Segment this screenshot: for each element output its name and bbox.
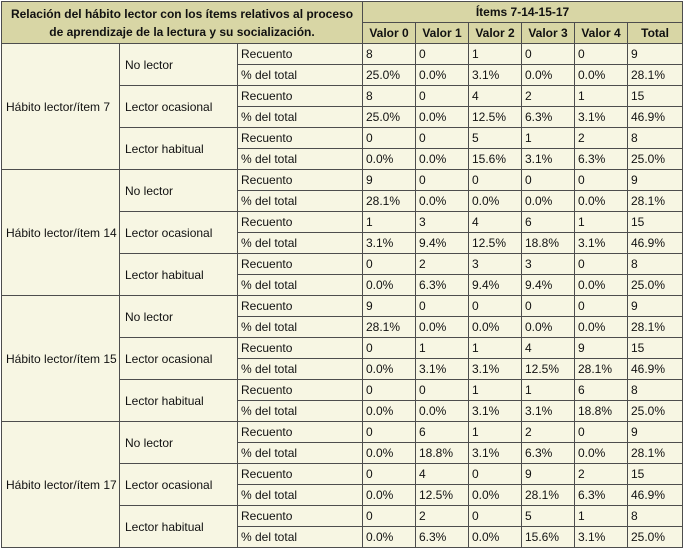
table-cell: 5 [469, 128, 522, 149]
recuento-label: Recuento [238, 506, 363, 527]
table-cell: 6.3% [575, 485, 628, 506]
table-cell: 0 [469, 506, 522, 527]
table-cell: 4 [416, 464, 469, 485]
table-cell: 0 [363, 254, 416, 275]
table-cell: 0 [416, 128, 469, 149]
table-cell: 2 [416, 506, 469, 527]
table-cell: 18.8% [575, 401, 628, 422]
table-cell: 3.1% [469, 65, 522, 86]
recuento-label: Recuento [238, 212, 363, 233]
table-cell: 8 [363, 86, 416, 107]
table-cell: 0 [416, 170, 469, 191]
table-cell: 0.0% [363, 359, 416, 380]
group-label: Hábito lector/ítem 7 [2, 44, 120, 170]
category-label: No lector [120, 44, 238, 86]
table-cell: 0 [575, 170, 628, 191]
table-cell: 5 [522, 506, 575, 527]
recuento-label: Recuento [238, 170, 363, 191]
table-cell: 8 [363, 44, 416, 65]
table-cell: 8 [628, 506, 683, 527]
table-cell: 9 [628, 170, 683, 191]
group-label: Hábito lector/ítem 17 [2, 422, 120, 548]
table-cell: 1 [469, 422, 522, 443]
table-cell: 2 [416, 254, 469, 275]
table-cell: 0.0% [522, 317, 575, 338]
table-cell: 6.3% [416, 527, 469, 548]
table-cell: 9.4% [416, 233, 469, 254]
table-cell: 8 [628, 380, 683, 401]
table-cell: 2 [575, 128, 628, 149]
table-cell: 3 [522, 254, 575, 275]
table-cell: 0.0% [416, 149, 469, 170]
table-cell: 1 [575, 506, 628, 527]
recuento-label: Recuento [238, 296, 363, 317]
table-cell: 0.0% [469, 191, 522, 212]
table-cell: 28.1% [363, 317, 416, 338]
table-cell: 1 [416, 338, 469, 359]
table-cell: 28.1% [522, 485, 575, 506]
table-cell: 12.5% [522, 359, 575, 380]
table-cell: 3.1% [522, 401, 575, 422]
table-cell: 3.1% [469, 401, 522, 422]
table-cell: 3.1% [575, 527, 628, 548]
table-cell: 1 [363, 212, 416, 233]
percent-label: % del total [238, 65, 363, 86]
table-cell: 15 [628, 464, 683, 485]
table-cell: 0.0% [469, 317, 522, 338]
recuento-label: Recuento [238, 44, 363, 65]
table-cell: 4 [469, 212, 522, 233]
table-cell: 0 [522, 170, 575, 191]
table-cell: 0.0% [416, 317, 469, 338]
table-cell: 6.3% [575, 149, 628, 170]
recuento-label: Recuento [238, 338, 363, 359]
table-cell: 2 [522, 86, 575, 107]
recuento-label: Recuento [238, 464, 363, 485]
table-cell: 28.1% [628, 191, 683, 212]
column-header: Valor 3 [522, 23, 575, 44]
table-cell: 0 [469, 170, 522, 191]
table-cell: 9 [363, 296, 416, 317]
table-cell: 4 [469, 86, 522, 107]
table-row [2, 296, 683, 317]
recuento-label: Recuento [238, 254, 363, 275]
table-cell: 9 [628, 422, 683, 443]
table-cell: 1 [469, 380, 522, 401]
table-cell: 3.1% [575, 107, 628, 128]
percent-label: % del total [238, 359, 363, 380]
table-cell: 0.0% [575, 191, 628, 212]
table-cell: 0.0% [469, 527, 522, 548]
percent-label: % del total [238, 149, 363, 170]
table-cell: 0.0% [363, 401, 416, 422]
group-label: Hábito lector/ítem 15 [2, 296, 120, 422]
table-cell: 6.3% [522, 443, 575, 464]
table-cell: 9 [575, 338, 628, 359]
table-cell: 1 [575, 212, 628, 233]
table-cell: 46.9% [628, 359, 683, 380]
table-cell: 0 [522, 296, 575, 317]
table-cell: 0 [363, 422, 416, 443]
table-cell: 9 [628, 44, 683, 65]
table-cell: 0.0% [469, 485, 522, 506]
table-title: Relación del hábito lector con los ítems relativos al proceso de aprendizaje de la lectura y su socialización. [2, 2, 363, 44]
table-cell: 0.0% [416, 401, 469, 422]
table-cell: 46.9% [628, 233, 683, 254]
table-row [2, 170, 683, 191]
category-label: Lector habitual [120, 254, 238, 296]
column-header: Total [628, 23, 683, 44]
table-cell: 0 [575, 44, 628, 65]
category-label: Lector ocasional [120, 338, 238, 380]
group-label: Hábito lector/ítem 14 [2, 170, 120, 296]
table-cell: 0.0% [522, 65, 575, 86]
category-label: Lector ocasional [120, 212, 238, 254]
table-cell: 3 [416, 212, 469, 233]
table-cell: 6 [416, 422, 469, 443]
percent-label: % del total [238, 527, 363, 548]
table-cell: 25.0% [628, 527, 683, 548]
table-cell: 9 [363, 170, 416, 191]
table-cell: 15.6% [522, 527, 575, 548]
table-cell: 28.1% [363, 191, 416, 212]
table-body [2, 44, 683, 548]
recuento-label: Recuento [238, 128, 363, 149]
table-cell: 0 [469, 464, 522, 485]
column-header: Valor 0 [363, 23, 416, 44]
table-cell: 6 [522, 212, 575, 233]
table-cell: 0.0% [416, 107, 469, 128]
table-cell: 15.6% [469, 149, 522, 170]
category-label: Lector habitual [120, 380, 238, 422]
recuento-label: Recuento [238, 86, 363, 107]
table-cell: 18.8% [416, 443, 469, 464]
table-cell: 0 [363, 128, 416, 149]
table-cell: 0.0% [522, 191, 575, 212]
table-cell: 25.0% [363, 107, 416, 128]
table-cell: 1 [522, 380, 575, 401]
table-cell: 0 [469, 296, 522, 317]
table-cell: 28.1% [628, 443, 683, 464]
table-cell: 0 [522, 44, 575, 65]
table-cell: 8 [628, 254, 683, 275]
table-cell: 0.0% [363, 149, 416, 170]
table-cell: 0.0% [363, 443, 416, 464]
percent-label: % del total [238, 107, 363, 128]
column-header: Valor 2 [469, 23, 522, 44]
table-cell: 0 [575, 422, 628, 443]
category-label: No lector [120, 296, 238, 338]
table-cell: 0 [416, 86, 469, 107]
percent-label: % del total [238, 401, 363, 422]
percent-label: % del total [238, 443, 363, 464]
table-cell: 0.0% [363, 275, 416, 296]
table-cell: 9.4% [469, 275, 522, 296]
table-cell: 6 [575, 380, 628, 401]
table-cell: 9 [522, 464, 575, 485]
table-cell: 1 [522, 128, 575, 149]
table-cell: 0 [575, 254, 628, 275]
table-row [2, 44, 683, 65]
data-table [1, 1, 683, 548]
table-cell: 0.0% [363, 527, 416, 548]
table-cell: 12.5% [416, 485, 469, 506]
table-cell: 9 [628, 296, 683, 317]
table-cell: 0 [363, 506, 416, 527]
table-cell: 6.3% [522, 107, 575, 128]
table-cell: 0.0% [363, 485, 416, 506]
table-cell: 3.1% [416, 359, 469, 380]
table-row [2, 422, 683, 443]
table-cell: 0 [363, 380, 416, 401]
table-cell: 8 [628, 128, 683, 149]
table-cell: 1 [469, 44, 522, 65]
percent-label: % del total [238, 275, 363, 296]
table-cell: 0.0% [416, 191, 469, 212]
table-cell: 0 [575, 296, 628, 317]
table-cell: 0.0% [575, 65, 628, 86]
table-cell: 3 [469, 254, 522, 275]
table-cell: 0.0% [575, 317, 628, 338]
category-label: No lector [120, 422, 238, 464]
table-cell: 0 [363, 464, 416, 485]
percent-label: % del total [238, 485, 363, 506]
category-label: No lector [120, 170, 238, 212]
table-cell: 6.3% [416, 275, 469, 296]
table-cell: 3.1% [469, 359, 522, 380]
column-header: Valor 1 [416, 23, 469, 44]
table-cell: 0.0% [575, 443, 628, 464]
table-cell: 0.0% [416, 65, 469, 86]
category-label: Lector ocasional [120, 86, 238, 128]
column-header: Valor 4 [575, 23, 628, 44]
table-cell: 15 [628, 338, 683, 359]
table-cell: 0 [416, 44, 469, 65]
table-cell: 15 [628, 86, 683, 107]
table-cell: 2 [575, 464, 628, 485]
table-cell: 0 [416, 296, 469, 317]
table-cell: 2 [522, 422, 575, 443]
table-cell: 25.0% [363, 65, 416, 86]
table-cell: 1 [469, 338, 522, 359]
table-cell: 4 [522, 338, 575, 359]
table-cell: 46.9% [628, 107, 683, 128]
table-cell: 3.1% [363, 233, 416, 254]
table-cell: 0 [363, 338, 416, 359]
table-cell: 28.1% [628, 65, 683, 86]
percent-label: % del total [238, 233, 363, 254]
recuento-label: Recuento [238, 380, 363, 401]
table-cell: 3.1% [469, 443, 522, 464]
category-label: Lector ocasional [120, 464, 238, 506]
items-header: Ítems 7-14-15-17 [363, 2, 683, 23]
table-cell: 28.1% [575, 359, 628, 380]
table-cell: 25.0% [628, 149, 683, 170]
table-cell: 18.8% [522, 233, 575, 254]
table-cell: 12.5% [469, 233, 522, 254]
percent-label: % del total [238, 191, 363, 212]
table-cell: 25.0% [628, 275, 683, 296]
table-cell: 9.4% [522, 275, 575, 296]
table-cell: 15 [628, 212, 683, 233]
category-label: Lector habitual [120, 506, 238, 548]
table-cell: 3.1% [522, 149, 575, 170]
category-label: Lector habitual [120, 128, 238, 170]
table-cell: 25.0% [628, 401, 683, 422]
table-cell: 46.9% [628, 485, 683, 506]
table-cell: 0.0% [575, 275, 628, 296]
percent-label: % del total [238, 317, 363, 338]
table-cell: 0 [416, 380, 469, 401]
table-cell: 28.1% [628, 317, 683, 338]
table-cell: 3.1% [575, 233, 628, 254]
table-cell: 12.5% [469, 107, 522, 128]
table-cell: 1 [575, 86, 628, 107]
recuento-label: Recuento [238, 422, 363, 443]
